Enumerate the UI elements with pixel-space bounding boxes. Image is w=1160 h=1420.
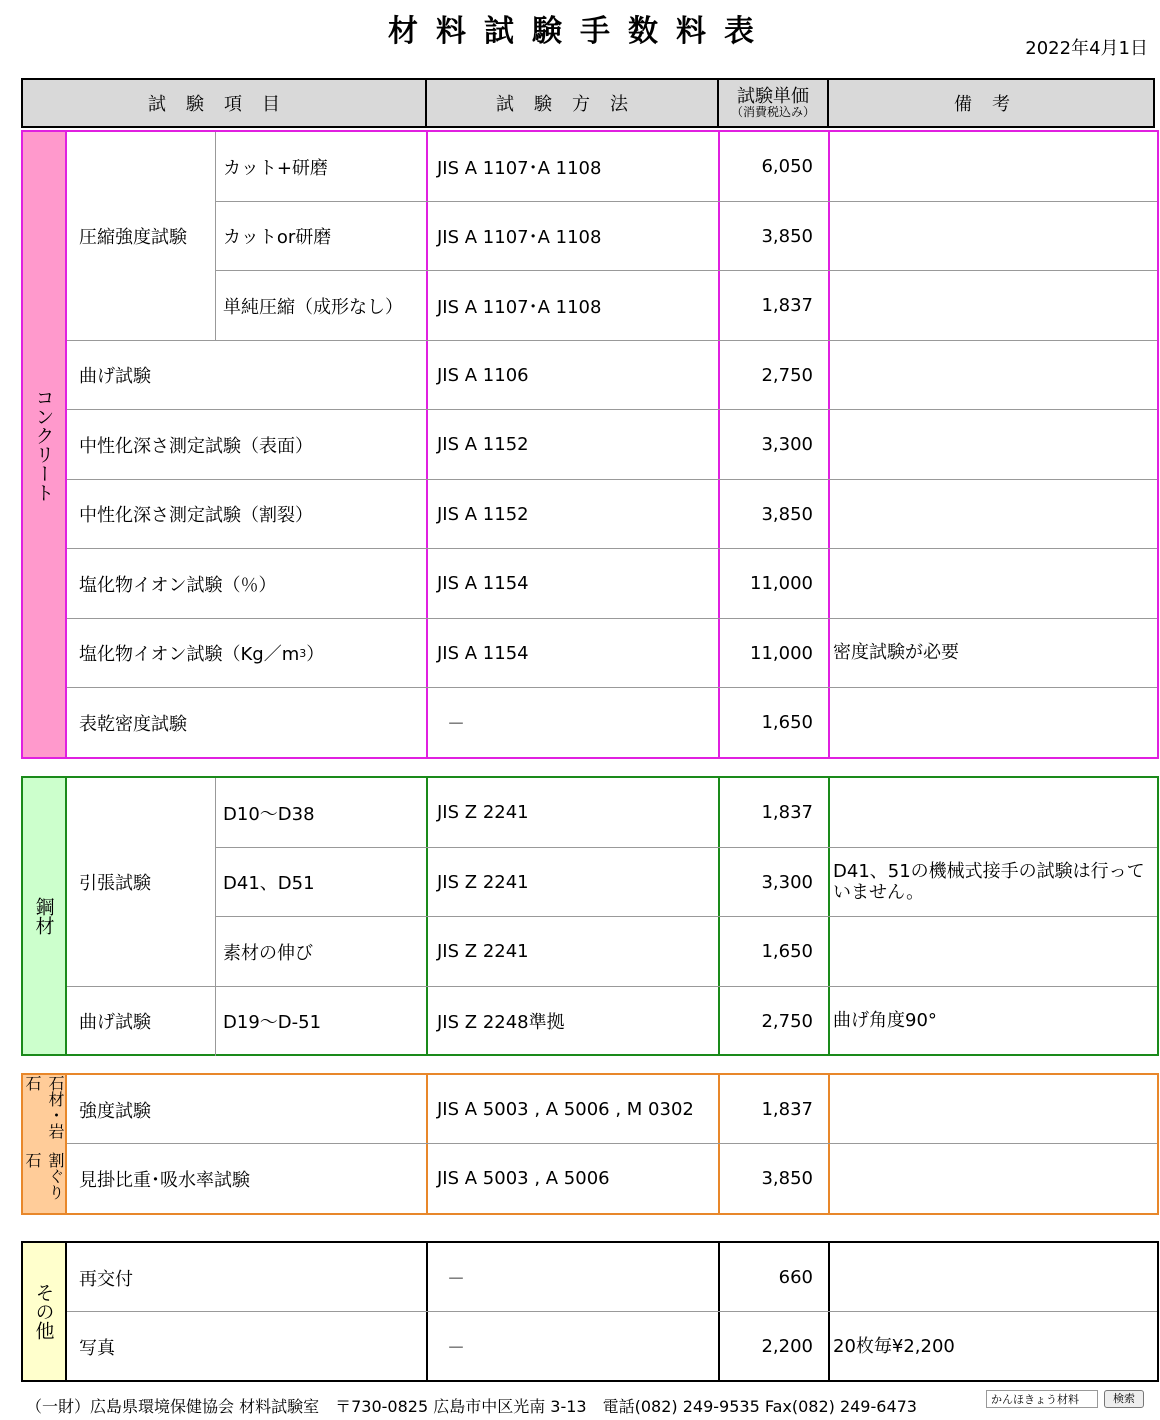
test-method: JIS A 1106 xyxy=(437,364,529,386)
test-price: 1,837 xyxy=(761,295,813,317)
table-row xyxy=(23,271,1157,341)
column-divider xyxy=(426,132,428,757)
sub-column-divider xyxy=(215,778,216,1056)
test-item-label: 中性化深さ測定試験（表面） xyxy=(79,435,313,457)
test-price: 2,750 xyxy=(761,1010,813,1032)
test-note xyxy=(829,480,1151,550)
test-item xyxy=(79,1243,133,1312)
table-row xyxy=(23,1075,1157,1144)
table-row xyxy=(23,1144,1157,1213)
test-item xyxy=(79,1075,151,1144)
row-separator xyxy=(215,201,1157,202)
test-subitem: D41、D51 xyxy=(223,873,315,895)
header-price xyxy=(719,80,829,126)
test-item xyxy=(79,987,151,1057)
test-price: 2,200 xyxy=(761,1336,813,1357)
test-item-label: 強度試験 xyxy=(79,1100,151,1122)
test-price: 660 xyxy=(778,1267,813,1288)
test-item xyxy=(79,410,313,480)
table-row xyxy=(23,480,1157,550)
header-note: 備考 xyxy=(954,94,1030,115)
test-method: JIS Z 2241 xyxy=(437,941,529,963)
test-note xyxy=(829,549,1151,619)
test-group-label: 圧縮強度試験 xyxy=(79,227,187,249)
test-subitem: 素材の伸び xyxy=(223,942,313,964)
test-price: 3,850 xyxy=(761,503,813,525)
test-price: 3,300 xyxy=(761,871,813,893)
test-method: JIS A 1152 xyxy=(437,434,529,456)
table-row xyxy=(23,778,1157,848)
sub-column-divider xyxy=(215,132,216,341)
table-row xyxy=(23,848,1157,918)
test-item xyxy=(79,1144,250,1213)
test-price: 11,000 xyxy=(750,642,813,664)
table-row xyxy=(23,410,1157,480)
test-method: JIS A 1107･A 1108 xyxy=(437,227,602,249)
row-separator xyxy=(67,548,1157,549)
test-method: － xyxy=(447,1268,465,1290)
test-method: JIS A 5003 , A 5006 , M 0302 xyxy=(437,1099,694,1120)
steel-section xyxy=(21,776,1159,1056)
test-method: JIS A 1152 xyxy=(437,503,529,525)
test-note: D41、51の機械式接手の試験は行っていません。 xyxy=(833,860,1145,904)
table-header xyxy=(21,78,1155,128)
table-row xyxy=(23,987,1157,1057)
test-note xyxy=(829,202,1151,272)
test-note xyxy=(829,1075,1151,1144)
test-method: JIS Z 2241 xyxy=(437,802,529,824)
test-item-label: 表乾密度試験 xyxy=(79,713,187,735)
test-price: 1,837 xyxy=(761,802,813,824)
row-separator xyxy=(67,479,1157,480)
footer-address: （一財）広島県環境保健協会 材料試験室 〒730-0825 広島市中区光南 3-13 電話(082) 249-9535 Fax(082) 249-6473 xyxy=(26,1397,917,1416)
test-method: JIS Z 2241 xyxy=(437,871,529,893)
test-note: 20枚毎¥2,200 xyxy=(833,1335,955,1357)
test-item-label: 中性化深さ測定試験（割裂） xyxy=(79,505,313,527)
header-item: 試験項目 xyxy=(23,80,427,126)
test-method: JIS A 5003 , A 5006 xyxy=(437,1168,610,1189)
test-note xyxy=(829,917,1151,987)
column-divider xyxy=(828,1075,830,1213)
test-method: － xyxy=(447,713,465,735)
table-row xyxy=(23,132,1157,202)
test-price: 11,000 xyxy=(750,573,813,595)
column-divider xyxy=(828,132,830,757)
table-row xyxy=(23,917,1157,987)
other-category: その他 xyxy=(23,1243,67,1380)
test-item-label: 曲げ試験 xyxy=(79,366,151,388)
test-subitem: D19～D-51 xyxy=(223,1012,322,1034)
test-note xyxy=(829,1144,1151,1213)
test-subitem: 単純圧縮（成形なし） xyxy=(223,296,403,318)
test-method: JIS Z 2248準拠 xyxy=(437,1012,565,1034)
row-separator xyxy=(67,1143,1157,1144)
stone-category-line1: 石材・岩石 xyxy=(23,1075,65,1139)
row-separator xyxy=(67,340,1157,341)
test-note xyxy=(829,688,1151,758)
header-price-label: 試験単価 xyxy=(737,85,809,107)
unit-superscript: 3 xyxy=(299,646,307,660)
test-method: JIS A 1154 xyxy=(437,573,529,595)
test-subitem: カット+研磨 xyxy=(223,157,328,179)
test-item xyxy=(79,341,151,411)
search-input[interactable]: かんほきょう材料 xyxy=(986,1390,1098,1408)
test-subitem: カットor研磨 xyxy=(223,227,332,249)
row-separator xyxy=(67,687,1157,688)
test-price: 3,850 xyxy=(761,1168,813,1189)
table-row xyxy=(23,619,1157,689)
table-row xyxy=(23,202,1157,272)
test-price: 3,300 xyxy=(761,434,813,456)
table-row xyxy=(23,1312,1157,1381)
table-row xyxy=(23,341,1157,411)
test-method: JIS A 1154 xyxy=(437,642,529,664)
test-item xyxy=(79,619,324,689)
stone-category-line2: 割ぐり石 xyxy=(23,1151,65,1200)
test-note xyxy=(829,132,1151,202)
concrete-category: コンクリート xyxy=(23,132,67,757)
issue-date: 2022年4月1日 xyxy=(1025,38,1148,59)
test-note xyxy=(829,778,1151,848)
steel-category: 鋼材 xyxy=(23,778,67,1054)
row-separator xyxy=(67,409,1157,410)
row-separator xyxy=(215,847,1157,848)
test-item-label: 再交付 xyxy=(79,1268,133,1290)
row-separator xyxy=(215,916,1157,917)
test-note xyxy=(829,271,1151,341)
search-button[interactable]: 検索 xyxy=(1104,1390,1144,1408)
test-price: 1,650 xyxy=(761,712,813,734)
test-note xyxy=(829,410,1151,480)
column-divider xyxy=(718,132,720,757)
row-separator xyxy=(67,618,1157,619)
test-note: 曲げ角度90° xyxy=(833,1010,937,1032)
row-separator xyxy=(67,986,1157,987)
test-subitem: D10～D38 xyxy=(223,803,315,825)
test-price: 1,650 xyxy=(761,941,813,963)
stone-section xyxy=(21,1073,1159,1215)
row-separator xyxy=(67,1311,1157,1312)
test-price: 3,850 xyxy=(761,225,813,247)
test-item xyxy=(79,549,276,619)
header-method: 試験方法 xyxy=(427,80,719,126)
row-separator xyxy=(215,270,1157,271)
test-item-label: 見掛比重･吸水率試験 xyxy=(79,1169,250,1191)
test-item xyxy=(79,1312,115,1381)
test-price: 1,837 xyxy=(761,1099,813,1120)
column-divider xyxy=(718,1075,720,1213)
test-price: 6,050 xyxy=(761,156,813,178)
test-item xyxy=(79,688,187,758)
test-method: JIS A 1107･A 1108 xyxy=(437,296,602,318)
concrete-section xyxy=(21,130,1159,759)
test-item-label-end: ） xyxy=(306,644,325,666)
test-item-label: 塩化物イオン試験（％） xyxy=(79,574,277,596)
test-note xyxy=(829,1243,1151,1312)
table-row xyxy=(23,1243,1157,1312)
test-note xyxy=(829,341,1151,411)
test-price: 2,750 xyxy=(761,364,813,386)
test-method: － xyxy=(447,1337,465,1359)
other-section xyxy=(21,1241,1159,1382)
test-group-label: 引張試験 xyxy=(79,873,151,895)
table-row xyxy=(23,549,1157,619)
test-item-label: 曲げ試験 xyxy=(79,1012,151,1034)
header-price-sub: （消費税込み） xyxy=(730,105,815,120)
test-item-label: 塩化物イオン試験（Kg／m xyxy=(79,644,300,666)
page-title: 材料試験手数料表 xyxy=(388,14,772,49)
test-note: 密度試験が必要 xyxy=(833,642,959,664)
table-row xyxy=(23,688,1157,758)
column-divider xyxy=(426,1075,428,1213)
test-item-label: 写真 xyxy=(79,1337,115,1359)
test-item xyxy=(79,480,313,550)
test-method: JIS A 1107･A 1108 xyxy=(437,157,602,179)
